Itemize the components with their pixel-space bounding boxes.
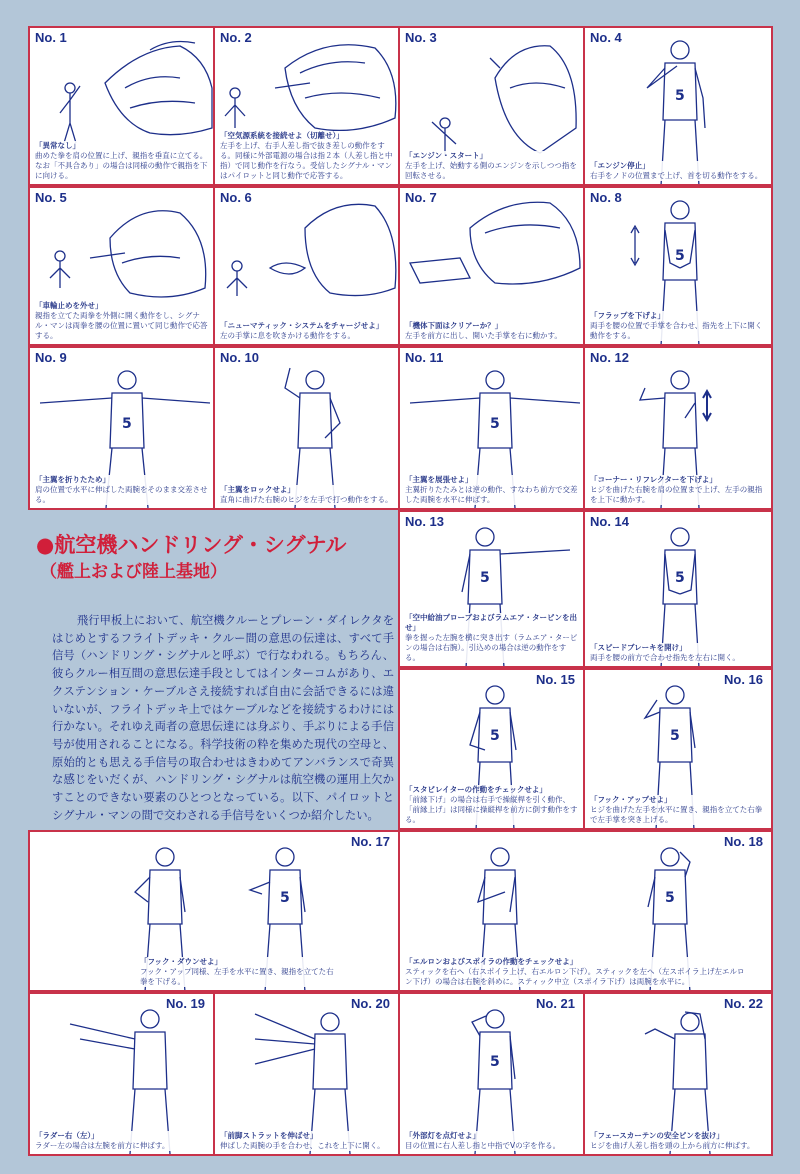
caption-text: 拳を握った左腕を横に突き出す（ラムエア・タービンの場合は右腕）。引込めの場合は逆の動作をする。 bbox=[405, 633, 578, 662]
panel-caption bbox=[405, 785, 580, 825]
panel-number: No. 2 bbox=[220, 30, 252, 45]
panel-caption bbox=[405, 613, 580, 663]
caption-text: ヒジを曲げた右腕を肩の位置まで上げ、左手の親指を上下に動かす。 bbox=[590, 485, 763, 504]
signal-panel-22 bbox=[583, 992, 773, 1156]
signal-panel-16 bbox=[583, 668, 773, 830]
caption-title: 「フェースカーテンの安全ピンを抜け」 bbox=[590, 1131, 724, 1140]
panel-caption bbox=[405, 1131, 580, 1151]
signal-panel-19 bbox=[28, 992, 215, 1156]
signal-panel-5 bbox=[28, 186, 215, 346]
signal-panel-4 bbox=[583, 26, 773, 186]
panel-number: No. 7 bbox=[405, 190, 437, 205]
section-title: ●航空機ハンドリング・シグナル bbox=[36, 533, 347, 557]
section-subtitle: （艦上および陸上基地） bbox=[40, 562, 227, 582]
caption-text: 主翼折りたたみとは逆の動作、すなわち前方で交差した両腕を水平に伸ばす。 bbox=[405, 485, 578, 504]
signal-panel-3 bbox=[398, 26, 585, 186]
svg-text:5: 5 bbox=[490, 1054, 500, 1070]
caption-title: 「エンジン・スタート」 bbox=[405, 151, 488, 160]
svg-text:5: 5 bbox=[280, 890, 290, 906]
panel-caption bbox=[590, 1131, 768, 1151]
caption-text: 「前縁下げ」の場合は右手で操縦桿を引く動作、「前縁上げ」は同様に操縦桿を前方に倒す動作をする。 bbox=[405, 795, 578, 824]
panel-caption bbox=[590, 161, 768, 181]
svg-text:5: 5 bbox=[675, 570, 685, 586]
caption-text: 肩の位置で水平に伸ばした両腕をそのまま交差させる。 bbox=[35, 485, 208, 504]
panel-number: No. 5 bbox=[35, 190, 67, 205]
panel-number: No. 17 bbox=[350, 834, 390, 849]
caption-text: 曲めた拳を肩の位置に上げ、親指を垂直に立てる。なお「不具合あり」の場合は同様の動作で親指を下に向ける。 bbox=[35, 151, 208, 180]
panel-caption bbox=[590, 643, 768, 663]
panel-caption bbox=[35, 141, 210, 181]
signal-panel-13 bbox=[398, 510, 585, 668]
panel-caption bbox=[590, 475, 768, 505]
caption-title: 「車輪止めを外せ」 bbox=[35, 301, 103, 310]
svg-text:5: 5 bbox=[665, 890, 675, 906]
panel-number: No. 8 bbox=[590, 190, 622, 205]
panel-number: No. 6 bbox=[220, 190, 252, 205]
panel-number: No. 21 bbox=[535, 996, 575, 1011]
svg-text:5: 5 bbox=[480, 570, 490, 586]
caption-title: 「異常なし」 bbox=[35, 141, 80, 150]
svg-text:5: 5 bbox=[490, 728, 500, 744]
signal-panel-9 bbox=[28, 346, 215, 510]
caption-title: 「機体下面はクリアーか？」 bbox=[405, 321, 503, 330]
caption-text: 直角に曲げた右腕のヒジを左手で打つ動作をする。 bbox=[220, 495, 393, 504]
panel-number: No. 18 bbox=[723, 834, 763, 849]
panel-caption bbox=[220, 321, 395, 341]
panel-number: No. 16 bbox=[723, 672, 763, 687]
signal-panel-21 bbox=[398, 992, 585, 1156]
panel-number: No. 1 bbox=[35, 30, 67, 45]
caption-text: 親指を立てた両拳を外側に開く動作をし、シグナル・マンは両拳を腰の位置に置いて同じ動作で応答する。 bbox=[35, 311, 208, 340]
section-body: 飛行甲板上において、航空機クルーとプレーン・ダイレクタをはじめとするフライトデッキ・クルー間の意思の伝達は、すべて手信号（ハンドリング・シグナルと呼ぶ）で行なわれる。もちろん、彼らクルー相互間の意思伝達手段としてはインターコムがあり、エクステンション・ケーブルさえ接続すれば自由に会話できるには違いないが、フライトデッキ上ではケーブルなどを接続するわけには行かない。それゆえ両者の意思伝達には身ぶり、手ぶりによる手信号が使用されることになる。科学技術の粋を集めた現代の空母と、原始的とも思える手信号の取合わせはきわめてアンバランスで奇異な感じをいだくが、ハンドリング・シグナルは航空機の運用上欠かすことのできない要素のひとつとなっている。以下、パイロットとシグナル・マンの間で交わされる手信号をいくつか紹介したい。 bbox=[52, 614, 394, 822]
caption-title: 「フック・ダウンせよ」 bbox=[140, 957, 222, 966]
panel-number: No. 13 bbox=[405, 514, 445, 529]
caption-title: 「前脚ストラットを伸ばせ」 bbox=[220, 1131, 318, 1140]
panel-number: No. 4 bbox=[590, 30, 622, 45]
panel-caption bbox=[220, 1131, 395, 1151]
signal-panel-1 bbox=[28, 26, 215, 186]
panel-caption bbox=[405, 151, 580, 181]
signal-panel-10 bbox=[213, 346, 400, 510]
caption-title: 「主翼を折りたため」 bbox=[35, 475, 110, 484]
signal-panel-12 bbox=[583, 346, 773, 510]
signal-panel-7 bbox=[398, 186, 585, 346]
signal-panel-18 bbox=[398, 830, 773, 992]
signal-panel-8 bbox=[583, 186, 773, 346]
panel-caption bbox=[590, 311, 768, 341]
panel-number: No. 3 bbox=[405, 30, 437, 45]
svg-text:5: 5 bbox=[670, 728, 680, 744]
caption-title: 「エルロンおよびスポイラの作動をチェックせよ」 bbox=[405, 957, 578, 966]
panel-caption bbox=[405, 321, 580, 341]
caption-title: 「ラダー右（左）」 bbox=[35, 1131, 99, 1140]
caption-title: 「主翼を展張せよ」 bbox=[405, 475, 473, 484]
panel-caption bbox=[35, 1131, 210, 1151]
panel-number: No. 9 bbox=[35, 350, 67, 365]
caption-text: 右手をノドの位置まで上げ、首を切る動作をする。 bbox=[590, 171, 763, 180]
caption-title: 「エンジン停止」 bbox=[590, 161, 650, 170]
caption-text: 左手を前方に出し、開いた手掌を右に動かす。 bbox=[405, 331, 562, 340]
caption-title: 「スピードブレーキを開け」 bbox=[590, 643, 687, 652]
signal-panel-6 bbox=[213, 186, 400, 346]
caption-title: 「主翼をロックせよ」 bbox=[220, 485, 295, 494]
panel-number: No. 14 bbox=[590, 514, 630, 529]
caption-title: 「外部灯を点灯せよ」 bbox=[405, 1131, 480, 1140]
panel-number: No. 20 bbox=[350, 996, 390, 1011]
caption-text: ラダー左の場合は左腕を前方に伸ばす。 bbox=[35, 1141, 170, 1150]
panel-caption bbox=[35, 301, 210, 341]
svg-text:5: 5 bbox=[675, 248, 685, 264]
caption-text: ヒジを曲げた左手を水平に置き、親指を立てた右拳で左手掌を突き上げる。 bbox=[590, 805, 763, 824]
panel-caption bbox=[590, 795, 768, 825]
caption-text: 両手を腰の前方で合わせ指先を左右に開く。 bbox=[590, 653, 740, 662]
caption-title: 「空中給油プローブおよびラムエア・タービンを出せ」 bbox=[405, 613, 578, 632]
signal-panel-14 bbox=[583, 510, 773, 668]
panel-caption bbox=[405, 957, 750, 987]
panel-number: No. 10 bbox=[220, 350, 260, 365]
caption-title: 「ニューマティック・システムをチャージせよ」 bbox=[220, 321, 384, 330]
signal-panel-11 bbox=[398, 346, 585, 510]
panel-number: No. 11 bbox=[405, 350, 444, 365]
caption-text: 目の位置に右人差し指と中指でVの字を作る。 bbox=[405, 1141, 561, 1150]
caption-title: 「スタビレイターの作動をチェックせよ」 bbox=[405, 785, 547, 794]
panel-number: No. 15 bbox=[535, 672, 575, 687]
caption-text: 両手を腰の位置で手掌を合わせ、指先を上下に開く動作をする。 bbox=[590, 321, 763, 340]
caption-title: 「フック・アップせよ」 bbox=[590, 795, 672, 804]
panel-number: No. 22 bbox=[723, 996, 763, 1011]
signal-panel-20 bbox=[213, 992, 400, 1156]
caption-title: 「コーナー・リフレクターを下げよ」 bbox=[590, 475, 717, 484]
caption-text: 伸ばした両腕の手を合わせ、これを上下に開く。 bbox=[220, 1141, 385, 1150]
panel-number: No. 12 bbox=[590, 350, 630, 365]
panel-caption bbox=[220, 131, 395, 181]
caption-title: 「空気源系統を接続せよ（切離せ）」 bbox=[220, 131, 344, 140]
panel-caption bbox=[35, 475, 210, 505]
caption-text: フック・アップ同様、左手を水平に置き、親指を立てた右拳を下げる。 bbox=[140, 967, 334, 986]
caption-text: 左手を上げ、右手人差し指で抜き差しの動作をする。同様に外部電源の場合は指２本（人差し指と中指）で同じ動作を行なう。受信したシグナル・マンはパイロットと同じ動作で応答する。 bbox=[220, 141, 393, 180]
signal-panel-2 bbox=[213, 26, 400, 186]
panel-caption bbox=[220, 485, 395, 505]
panel-number: No. 19 bbox=[165, 996, 205, 1011]
panel-caption bbox=[405, 475, 580, 505]
caption-text: スティックを右へ（右スポイラ上げ、右エルロン下げ）。スティックを左へ（左スポイラ上げ左エルロン下げ）の場合は右腕を斜めに。スティック中立（スポイラ下げ）は両腕を水平に。 bbox=[405, 967, 745, 986]
panel-caption bbox=[140, 957, 340, 987]
caption-text: 左の手掌に息を吹きかける動作をする。 bbox=[220, 331, 355, 340]
svg-text:5: 5 bbox=[675, 88, 685, 104]
caption-title: 「フラップを下げよ」 bbox=[590, 311, 665, 320]
svg-text:5: 5 bbox=[490, 416, 500, 432]
caption-text: ヒジを曲げ人差し指を頭の上から前方に伸ばす。 bbox=[590, 1141, 755, 1150]
signal-panel-17 bbox=[28, 830, 400, 992]
signal-panel-15 bbox=[398, 668, 585, 830]
svg-text:5: 5 bbox=[122, 416, 132, 432]
caption-text: 左手を上げ、始動する側のエンジンを示しつつ指を回転させる。 bbox=[405, 161, 577, 180]
